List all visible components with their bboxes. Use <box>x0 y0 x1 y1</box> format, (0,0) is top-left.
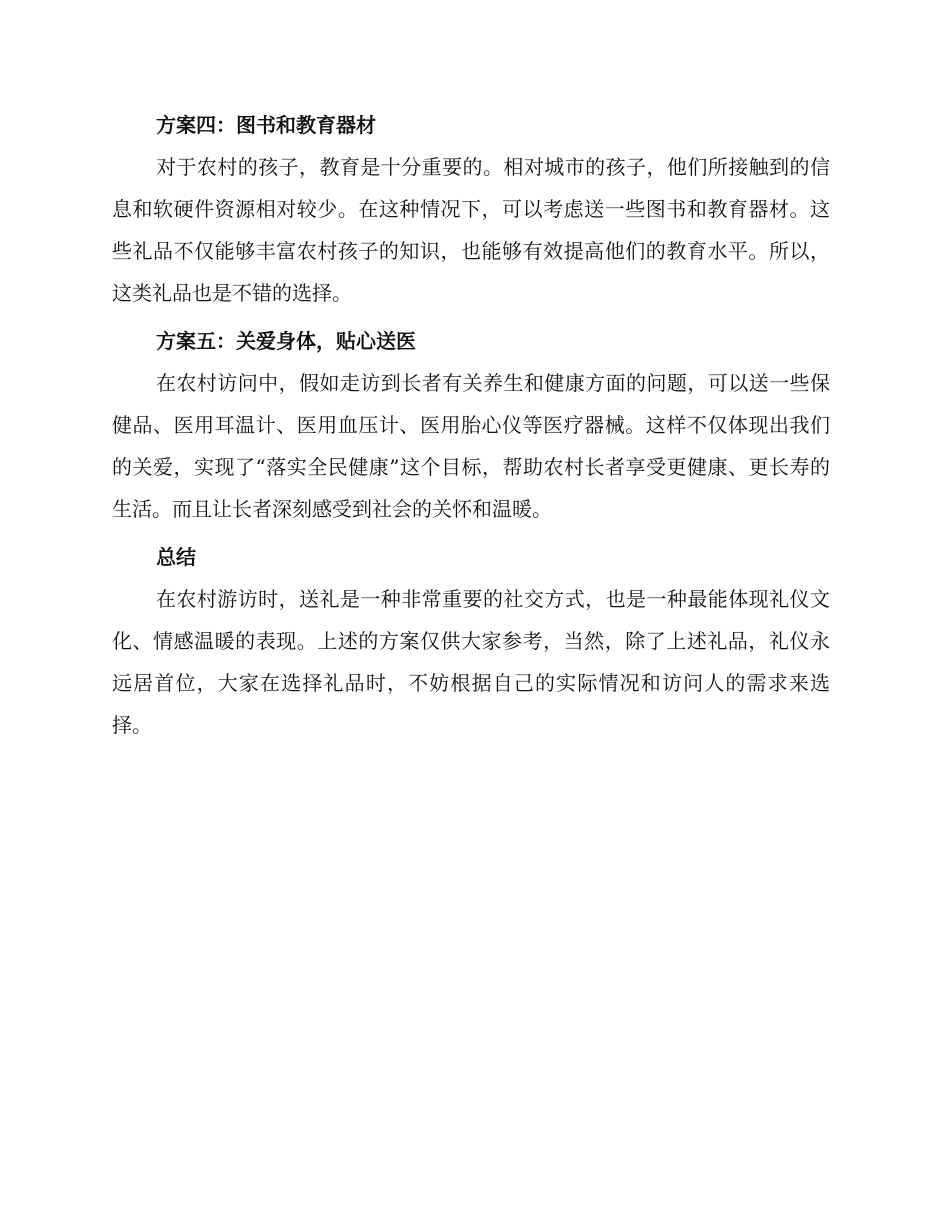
document-page <box>112 104 830 752</box>
section-summary <box>112 536 830 746</box>
section-books-education <box>112 104 830 314</box>
section-paragraph: 在农村游访时，送礼是一种非常重要的社交方式，也是一种最能体现礼仪文化、情感温暖的表现。上述的方案仅供大家参考，当然，除了上述礼品，礼仪永远居首位，大家在选择礼品时，不妨根据自己的实际情况和访问人的需求来选择。 <box>112 587 830 737</box>
section-heading: 方案四：图书和教育器材 <box>156 113 376 137</box>
section-health-care <box>112 320 830 530</box>
section-heading: 总结 <box>156 545 196 569</box>
section-heading: 方案五：关爱身体，贴心送医 <box>156 329 416 353</box>
section-paragraph: 对于农村的孩子，教育是十分重要的。相对城市的孩子，他们所接触到的信息和软硬件资源相对较少。在这种情况下，可以考虑送一些图书和教育器材。这些礼品不仅能够丰富农村孩子的知识，也能够有效提高他们的教育水平。所以，这类礼品也是不错的选择。 <box>112 155 830 305</box>
section-paragraph: 在农村访问中，假如走访到长者有关养生和健康方面的问题，可以送一些保健品、医用耳温计、医用血压计、医用胎心仪等医疗器械。这样不仅体现出我们的关爱，实现了“落实全民健康”这个目标，帮助农村长者享受更健康、更长寿的生活。而且让长者深刻感受到社会的关怀和温暖。 <box>112 371 830 521</box>
